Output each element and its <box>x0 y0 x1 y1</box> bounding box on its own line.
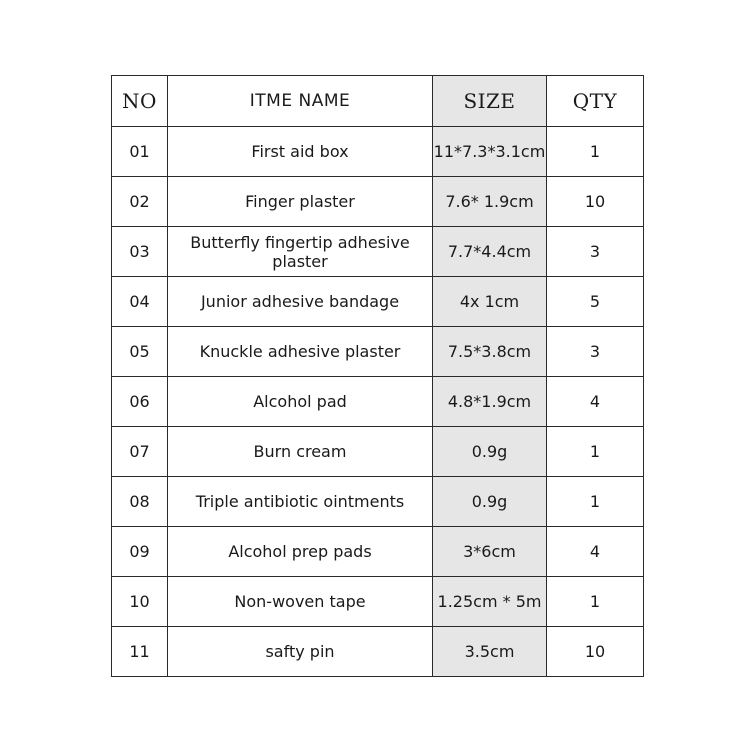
header-row <box>112 76 644 127</box>
items-table <box>111 75 644 677</box>
cell-qty: 1 <box>547 477 644 527</box>
cell-size: 4.8*1.9cm <box>433 377 547 427</box>
cell-no: 03 <box>112 227 168 277</box>
cell-size: 1.25cm * 5m <box>433 577 547 627</box>
table-row <box>112 227 644 277</box>
cell-item-name: safty pin <box>168 627 433 677</box>
cell-qty: 1 <box>547 127 644 177</box>
cell-no: 11 <box>112 627 168 677</box>
cell-qty: 4 <box>547 527 644 577</box>
cell-no: 01 <box>112 127 168 177</box>
cell-item-name: Non-woven tape <box>168 577 433 627</box>
table-row <box>112 327 644 377</box>
cell-no: 08 <box>112 477 168 527</box>
header-qty: QTY <box>547 76 644 127</box>
cell-size: 4x 1cm <box>433 277 547 327</box>
cell-size: 3.5cm <box>433 627 547 677</box>
table-row <box>112 427 644 477</box>
cell-size: 7.5*3.8cm <box>433 327 547 377</box>
table-row <box>112 477 644 527</box>
cell-no: 05 <box>112 327 168 377</box>
cell-item-name: Finger plaster <box>168 177 433 227</box>
cell-item-name: First aid box <box>168 127 433 177</box>
cell-size: 11*7.3*3.1cm <box>433 127 547 177</box>
table-row <box>112 527 644 577</box>
table-row <box>112 127 644 177</box>
cell-qty: 5 <box>547 277 644 327</box>
cell-qty: 3 <box>547 327 644 377</box>
table-row <box>112 177 644 227</box>
table-row <box>112 377 644 427</box>
cell-no: 10 <box>112 577 168 627</box>
cell-size: 0.9g <box>433 477 547 527</box>
cell-qty: 1 <box>547 577 644 627</box>
cell-item-name: Triple antibiotic ointments <box>168 477 433 527</box>
table-row <box>112 577 644 627</box>
header-size: SIZE <box>433 76 547 127</box>
cell-item-name: Knuckle adhesive plaster <box>168 327 433 377</box>
cell-item-name: Alcohol pad <box>168 377 433 427</box>
cell-size: 7.7*4.4cm <box>433 227 547 277</box>
table-row <box>112 627 644 677</box>
cell-no: 09 <box>112 527 168 577</box>
header-no: NO <box>112 76 168 127</box>
cell-item-name: Alcohol prep pads <box>168 527 433 577</box>
cell-no: 07 <box>112 427 168 477</box>
cell-no: 04 <box>112 277 168 327</box>
cell-no: 06 <box>112 377 168 427</box>
cell-qty: 10 <box>547 177 644 227</box>
cell-no: 02 <box>112 177 168 227</box>
cell-qty: 3 <box>547 227 644 277</box>
cell-size: 3*6cm <box>433 527 547 577</box>
cell-size: 0.9g <box>433 427 547 477</box>
cell-item-name: Burn cream <box>168 427 433 477</box>
table-row <box>112 277 644 327</box>
cell-qty: 4 <box>547 377 644 427</box>
cell-size: 7.6* 1.9cm <box>433 177 547 227</box>
cell-item-name: Junior adhesive bandage <box>168 277 433 327</box>
cell-qty: 1 <box>547 427 644 477</box>
cell-item-name: Butterfly fingertip adhesive plaster <box>168 227 433 277</box>
header-item-name: ITME NAME <box>168 76 433 127</box>
cell-qty: 10 <box>547 627 644 677</box>
